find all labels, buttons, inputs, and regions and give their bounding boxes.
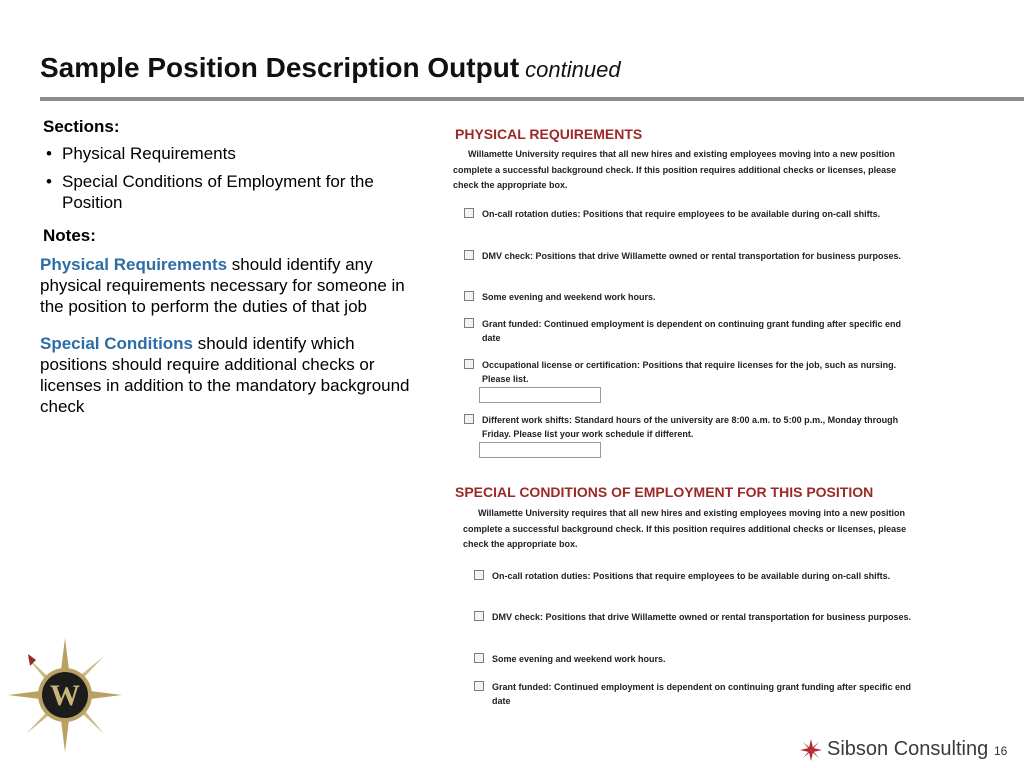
license-list-input[interactable] xyxy=(479,387,601,403)
brand-name: Sibson Consulting xyxy=(827,738,989,760)
checkbox-icon[interactable] xyxy=(474,611,484,621)
option-label: DMV check: Positions that drive Willamette owned or rental transportation for business purposes. xyxy=(492,612,911,622)
section-item: • Physical Requirements xyxy=(40,143,420,164)
note-special-highlight: Special Conditions xyxy=(40,334,194,353)
checkbox-icon[interactable] xyxy=(474,681,484,691)
section-item: • Special Conditions of Employment for the Position xyxy=(40,171,420,213)
physical-intro: Willamette University requires that all new hires and existing employees moving into a new position complete a successful background check. If this position requires additional checks or licenses, please check the appropriate box. xyxy=(453,149,897,190)
slide-title-suffix: continued xyxy=(525,57,621,82)
option-label: Occupational license or certification: Positions that require licenses for the job, such as nursing. Please list. xyxy=(482,360,897,384)
physical-option-license xyxy=(464,358,904,386)
physical-option-oncall xyxy=(464,207,904,221)
note-physical-text: should identify any physical requirements necessary for someone in the position to perform the duties of that job xyxy=(40,255,405,316)
notes-column xyxy=(40,116,420,433)
special-option-grant xyxy=(474,680,914,708)
option-label: Grant funded: Continued employment is dependent on continuing grant funding after specific end date xyxy=(492,682,912,706)
notes-heading: Notes: xyxy=(43,226,96,245)
note-physical xyxy=(40,254,420,317)
physical-requirements-title: PHYSICAL REQUIREMENTS xyxy=(455,126,643,142)
slide-title-text: Sample Position Description Output xyxy=(40,52,520,83)
option-label: On-call rotation duties: Positions that require employees to be available during on-call shifts. xyxy=(482,209,881,219)
option-label: Some evening and weekend work hours. xyxy=(492,654,666,664)
physical-option-dmv xyxy=(464,249,904,263)
physical-option-shifts xyxy=(464,413,904,441)
special-intro: Willamette University requires that all new hires and existing employees moving into a new position complete a successful background check. If this position requires additional checks or licenses, please check the appropriate box. xyxy=(463,508,907,549)
special-option-dmv xyxy=(474,610,914,624)
slide-title xyxy=(40,52,621,84)
option-label: Different work shifts: Standard hours of the university are 8:00 a.m. to 5:00 p.m., Monday through Friday. Please list your work schedule if different. xyxy=(482,415,899,439)
note-physical-highlight: Physical Requirements xyxy=(40,255,228,274)
note-special xyxy=(40,333,420,417)
checkbox-icon[interactable] xyxy=(474,653,484,663)
option-label: Some evening and weekend work hours. xyxy=(482,292,656,302)
sibson-star-icon xyxy=(800,739,822,761)
page-number: 16 xyxy=(994,744,1008,758)
checkbox-icon[interactable] xyxy=(464,250,474,260)
special-conditions-title: SPECIAL CONDITIONS OF EMPLOYMENT FOR THIS POSITION xyxy=(455,484,874,500)
sections-heading: Sections: xyxy=(43,117,120,136)
physical-option-grant xyxy=(464,317,904,345)
checkbox-icon[interactable] xyxy=(464,318,474,328)
special-option-oncall xyxy=(474,569,914,583)
checkbox-icon[interactable] xyxy=(464,208,474,218)
work-schedule-input[interactable] xyxy=(479,442,601,458)
brand-mark xyxy=(800,738,988,761)
note-special-text: should identify which positions should require additional checks or licenses in addition to the mandatory background check xyxy=(40,334,410,416)
sections-list xyxy=(40,143,420,213)
checkbox-icon[interactable] xyxy=(464,291,474,301)
logo-letter: W xyxy=(50,679,80,712)
option-label: DMV check: Positions that drive Willamette owned or rental transportation for business purposes. xyxy=(482,251,901,261)
option-label: On-call rotation duties: Positions that require employees to be available during on-call shifts. xyxy=(492,571,891,581)
title-divider xyxy=(40,97,1024,101)
option-label: Grant funded: Continued employment is dependent on continuing grant funding after specific end date xyxy=(482,319,902,343)
checkbox-icon[interactable] xyxy=(474,570,484,580)
checkbox-icon[interactable] xyxy=(464,359,474,369)
compass-rose-logo xyxy=(6,636,124,754)
physical-option-evening xyxy=(464,290,904,304)
special-option-evening xyxy=(474,652,914,666)
checkbox-icon[interactable] xyxy=(464,414,474,424)
